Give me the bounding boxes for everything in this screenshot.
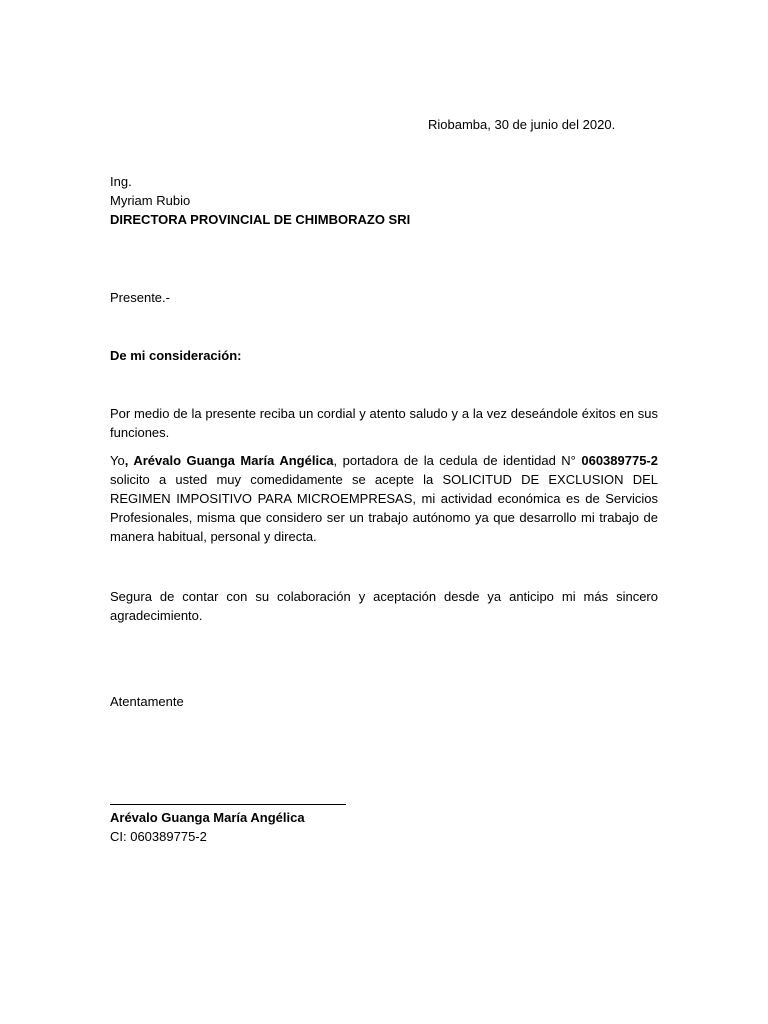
signature-ci: CI: 060389775-2 [110,829,207,844]
signature-line [110,804,346,805]
applicant-name: , Arévalo Guanga María Angélica [124,453,334,468]
signature-name: Arévalo Guanga María Angélica [110,810,305,825]
request-prefix: Yo [110,453,125,468]
recipient-position: DIRECTORA PROVINCIAL DE CHIMBORAZO SRI [110,212,411,227]
closing-word: Atentamente [110,694,184,709]
greeting-line: De mi consideración: [110,348,242,363]
presente-line: Presente.- [110,290,170,305]
intro-paragraph: Por medio de la presente reciba un cordial y atento saludo y a la vez deseándole éxitos en sus funciones. [110,406,658,440]
date-line: Riobamba, 30 de junio del 2020. [428,117,616,132]
applicant-id: 060389775-2 [581,453,658,468]
request-mid: , portadora de la cedula de identidad N° [333,453,582,468]
request-body: solicito a usted muy comedidamente se acepte la SOLICITUD DE EXCLUSION DEL REGIMEN IMPOSITIVO PARA MICROEMPRESAS, mi actividad económica es de Servicios Profesionales, misma que considero ser un trabajo autónomo ya que desarrollo mi trabajo de manera habitual, personal y directa. [110,472,658,544]
recipient-title: Ing. [110,174,132,189]
request-paragraph [110,451,658,546]
recipient-name: Myriam Rubio [110,193,191,208]
closing-paragraph: Segura de contar con su colaboración y aceptación desde ya anticipo mi más sincero agradecimiento. [110,589,658,623]
